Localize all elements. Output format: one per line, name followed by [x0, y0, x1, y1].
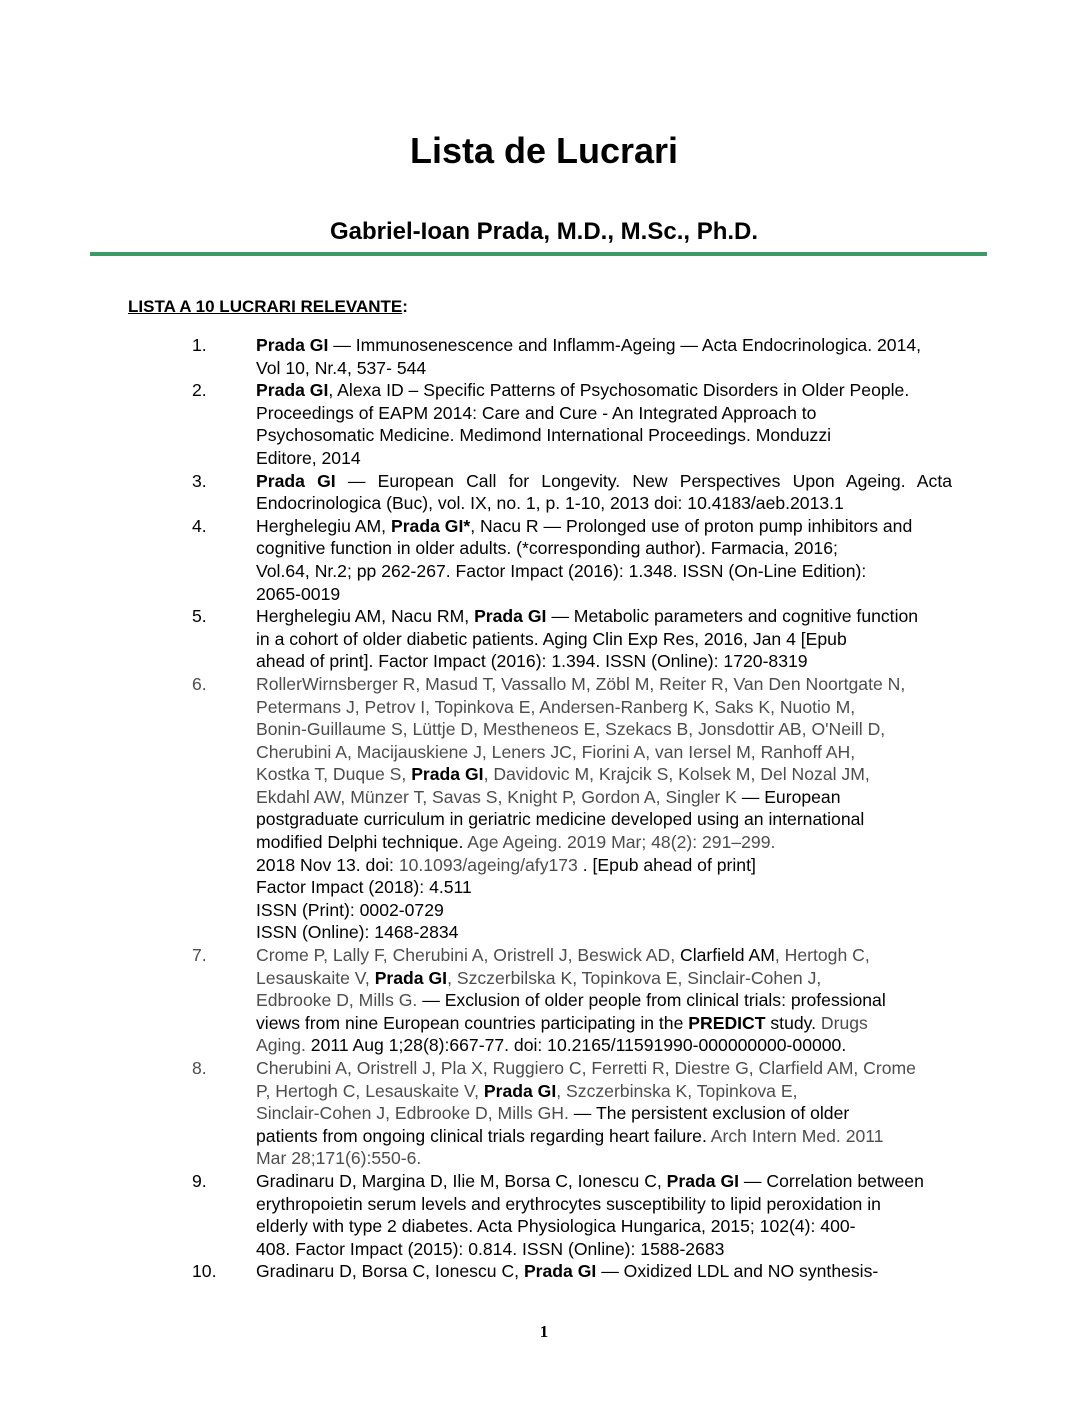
item-text: , Szczerbinska K, Topinkova E, — [556, 1080, 798, 1101]
section-heading — [128, 297, 408, 317]
item-line — [256, 899, 962, 922]
item-line — [256, 808, 962, 831]
item-text: — European — [736, 786, 841, 807]
bold-text: Prada GI — [411, 764, 484, 785]
item-line — [256, 921, 962, 944]
item-line — [256, 1215, 962, 1238]
publication-item — [192, 1170, 962, 1260]
item-text: Lesauskaite V, — [256, 967, 375, 988]
item-text: . [Epub ahead of print] — [577, 854, 756, 875]
item-text: Drugs — [820, 1012, 868, 1033]
item-line — [256, 1012, 962, 1035]
item-line — [256, 1170, 962, 1193]
item-text: erythropoietin serum levels and erythrocytes susceptibility to lipid peroxidation in — [256, 1193, 881, 1214]
item-line — [256, 1147, 962, 1170]
item-text: , Davidovic M, Krajcik S, Kolsek M, Del Nozal JM, — [483, 764, 870, 785]
item-text: ahead of print]. Factor Impact (2016): 1.394. ISSN (Online): 1720-8319 — [256, 651, 808, 672]
item-line — [256, 786, 962, 809]
document-title: Lista de Lucrari — [409, 130, 679, 171]
item-line — [256, 583, 962, 606]
item-text: Editore, 2014 — [256, 447, 361, 468]
item-number: 4. — [192, 515, 207, 536]
publication-item — [192, 1260, 962, 1283]
item-text: — Exclusion of older people from clinical trials: professional — [417, 990, 886, 1011]
item-line — [256, 402, 962, 425]
item-text: Kostka T, Duque S, — [256, 764, 412, 785]
item-number: 7. — [192, 945, 207, 966]
item-text: 2065-0019 — [256, 583, 341, 604]
item-text: — Immunosenescence and Inflamm-Ageing — Acta Endocrinologica. 2014, — [328, 335, 922, 355]
item-text: , Alexa ID – Specific Patterns of Psychosomatic Disorders in Older People. — [328, 380, 910, 401]
item-text: 2011 Aug 1;28(8):667-77. doi: 10.2165/11591990-000000000-00000. — [305, 1035, 847, 1056]
item-text: 408. Factor Impact (2015): 0.814. ISSN (Online): 1588-2683 — [256, 1238, 725, 1259]
item-number: 8. — [192, 1058, 207, 1078]
item-line — [256, 560, 962, 583]
item-line — [256, 605, 962, 628]
item-line — [256, 357, 962, 380]
section-heading-text: LISTA A 10 LUCRARI RELEVANTE — [128, 297, 403, 316]
item-text: Ekdahl AW, Münzer T, Savas S, Knight P, Gordon A, Singler K — [256, 786, 737, 807]
bold-text: Prada GI — [666, 1170, 740, 1191]
item-text: ISSN (Online): 1468-2834 — [256, 922, 459, 943]
page-number: 1 — [539, 1322, 549, 1341]
item-text: elderly with type 2 diabetes. Acta Physiologica Hungarica, 2015; 102(4): 400- — [256, 1216, 856, 1237]
item-number: 9. — [192, 1170, 207, 1191]
publication-item — [192, 379, 962, 469]
item-line — [256, 876, 962, 899]
section-heading-colon: : — [402, 297, 408, 316]
item-text: Sinclair-Cohen J, Edbrooke D, Mills GH. — [256, 1103, 569, 1124]
item-text: cognitive function in older adults. (*corresponding author). Farmacia, 2016; — [256, 538, 838, 559]
bold-text: Prada GI — [474, 606, 547, 627]
publication-item — [192, 470, 962, 515]
bold-text: Prada GI* — [390, 515, 471, 536]
item-text: Aging. — [256, 1035, 306, 1056]
item-line — [256, 989, 962, 1012]
item-line — [256, 718, 962, 741]
item-line — [256, 470, 952, 493]
item-line — [256, 1080, 962, 1103]
publication-item — [192, 944, 962, 1057]
bold-text: Prada GI — [256, 380, 329, 401]
item-text: — Correlation between — [739, 1170, 924, 1191]
item-number: 3. — [192, 470, 207, 491]
item-line — [256, 1057, 962, 1080]
item-line — [256, 1238, 962, 1261]
item-text: modified Delphi technique. — [256, 832, 468, 853]
item-text: , Szczerbilska K, Topinkova E, Sinclair-Cohen J, — [447, 967, 822, 988]
author-name: Gabriel-Ioan Prada, M.D., M.Sc., Ph.D. — [329, 218, 759, 245]
item-line — [256, 741, 962, 764]
item-line — [256, 1260, 962, 1283]
item-line — [256, 1125, 962, 1148]
item-text: Bonin-Guillaume S, Lüttje D, Mestheneos E, Szekacs B, Jonsdottir AB, O'Neill D, — [256, 719, 886, 740]
item-text: Petermans J, Petrov I, Topinkova E, Andersen-Ranberg K, Saks K, Nuotio M, — [256, 696, 856, 717]
item-line — [256, 537, 962, 560]
item-text: — European Call for Longevity. New Perspectives Upon Ageing. Acta — [335, 470, 952, 491]
item-text: 2018 Nov 13. doi: — [256, 854, 399, 875]
publication-item — [192, 515, 962, 605]
item-line — [256, 628, 962, 651]
item-number: 10. — [192, 1261, 217, 1282]
publication-item — [192, 673, 962, 944]
publication-item — [192, 1057, 962, 1170]
item-line — [256, 1193, 962, 1216]
item-text: Herghelegiu AM, — [256, 515, 391, 536]
item-text: views from nine European countries participating in the — [256, 1012, 689, 1033]
item-number: 6. — [192, 673, 207, 694]
item-text: — Metabolic parameters and cognitive function — [546, 606, 919, 627]
item-text: Gradinaru D, Margina D, Ilie M, Borsa C, Ionescu C, — [256, 1170, 667, 1191]
item-line — [256, 696, 962, 719]
item-text: Factor Impact (2018): 4.511 — [256, 877, 472, 898]
item-line — [256, 334, 962, 357]
item-text: Crome P, Lally F, Cherubini A, Oristrell J, Beswick AD, — [256, 945, 681, 966]
item-text: Proceedings of EAPM 2014: Care and Cure - An Integrated Approach to — [256, 402, 817, 423]
item-line — [256, 379, 962, 402]
item-line — [256, 447, 962, 470]
item-text: , Nacu R — Prolonged use of proton pump inhibitors and — [470, 515, 913, 536]
item-line — [256, 673, 962, 696]
item-text: Edbrooke D, Mills G. — [256, 990, 418, 1011]
item-text: , Hertogh C, — [774, 945, 870, 966]
item-text: P, Hertogh C, Lesauskaite V, — [256, 1080, 484, 1101]
item-text: study. — [765, 1012, 821, 1033]
bold-text: PREDICT — [688, 1012, 766, 1033]
item-text: Clarfield AM — [680, 945, 775, 966]
item-number: 2. — [192, 380, 207, 401]
item-text: ISSN (Print): 0002-0729 — [256, 899, 444, 920]
item-line — [256, 763, 962, 786]
item-text: Endocrinologica (Buc), vol. IX, no. 1, p. 1-10, 2013 doi: 10.4183/aeb.2013.1 — [256, 493, 844, 514]
item-text: Mar 28;171(6):550-6. — [256, 1148, 422, 1169]
item-line — [256, 1102, 962, 1125]
item-line — [256, 492, 962, 515]
green-divider — [90, 252, 987, 256]
item-text: Age Ageing. 2019 Mar; 48(2): 291–299. — [467, 832, 776, 853]
item-line — [256, 854, 962, 877]
item-text: Psychosomatic Medicine. Medimond International Proceedings. Monduzzi — [256, 425, 832, 446]
item-text: Gradinaru D, Borsa C, Ionescu C, — [256, 1261, 524, 1282]
item-text: 10.1093/ageing/afy173 — [398, 854, 578, 875]
bold-text: Prada GI — [523, 1261, 597, 1282]
item-text: patients from ongoing clinical trials regarding heart failure. — [256, 1125, 711, 1146]
item-text: Vol.64, Nr.2; pp 262-267. Factor Impact (2016): 1.348. ISSN (On-Line Edition): — [256, 560, 867, 581]
bold-text: Prada GI — [256, 335, 329, 355]
item-line — [256, 967, 962, 990]
item-number: 5. — [192, 606, 207, 627]
item-text: Vol 10, Nr.4, 537- 544 — [256, 357, 427, 378]
item-text: Arch Intern Med. 2011 — [710, 1125, 884, 1146]
bold-text: Prada GI — [483, 1080, 557, 1101]
item-text: Cherubini A, Oristrell J, Pla X, Ruggiero C, Ferretti R, Diestre G, Clarfield AM, Crome — [256, 1058, 916, 1078]
item-line — [256, 944, 962, 967]
item-text: Cherubini A, Macijauskiene J, Leners JC, Fiorini A, van Iersel M, Ranhoff AH, — [256, 741, 856, 762]
item-number: 1. — [192, 335, 207, 355]
item-text: — Oxidized LDL and NO synthesis- — [596, 1261, 879, 1282]
publication-item — [192, 605, 962, 673]
item-line — [256, 424, 962, 447]
bold-text: Prada GI — [256, 470, 336, 491]
item-line — [256, 515, 962, 538]
item-text: in a cohort of older diabetic patients. Aging Clin Exp Res, 2016, Jan 4 [Epub — [256, 628, 847, 649]
publication-item — [192, 334, 962, 379]
publication-list — [192, 334, 962, 1283]
item-line — [256, 650, 962, 673]
item-text: RollerWirnsberger R, Masud T, Vassallo M, Zöbl M, Reiter R, Van Den Noortgate N, — [256, 673, 906, 694]
item-text: — The persistent exclusion of older — [568, 1103, 850, 1124]
bold-text: Prada GI — [374, 967, 448, 988]
item-text: postgraduate curriculum in geriatric medicine developed using an international — [256, 809, 865, 830]
item-line — [256, 831, 962, 854]
item-line — [256, 1034, 962, 1057]
item-text: Herghelegiu AM, Nacu RM, — [256, 606, 475, 627]
